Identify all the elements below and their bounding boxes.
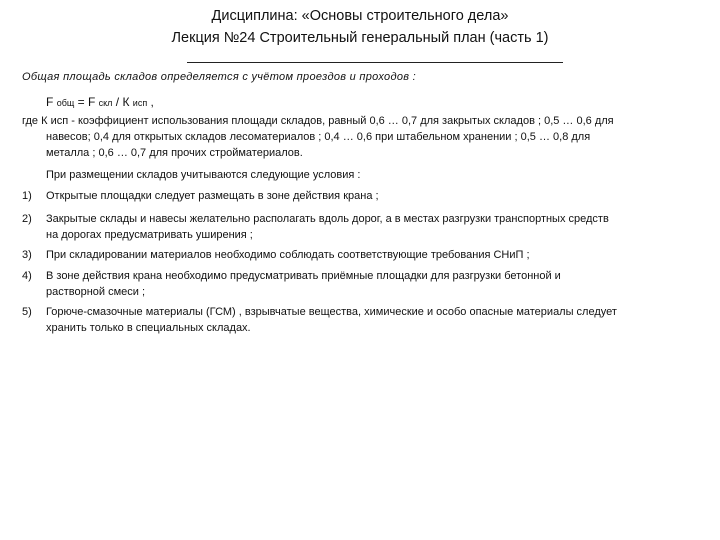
formula-equals: = [77, 95, 88, 109]
condition-number: 3) [22, 249, 32, 261]
discipline-title: Дисциплина: «Основы строительного дела» [211, 8, 509, 24]
condition-line: Открытые площадки следует размещать в зоне действия крана ; [46, 190, 379, 202]
condition-text [46, 268, 561, 300]
condition-line: При складировании материалов необходимо соблюдать соответствующие требования СНиП ; [46, 249, 530, 261]
condition-number: 2) [22, 213, 32, 225]
condition-number: 1) [22, 190, 32, 202]
formula-f-storage-subscript: скл [98, 98, 113, 108]
coefficient-definition [22, 113, 712, 161]
formula-f-total-subscript: общ [56, 98, 75, 108]
condition-number: 4) [22, 270, 32, 282]
condition-line: Закрытые склады и навесы желательно располагать вдоль дорог, а в местах разгрузки транспортных средств [46, 213, 609, 225]
formula-f-total: F [46, 95, 54, 109]
formula-comma: , [150, 95, 154, 109]
area-formula [46, 94, 154, 111]
condition-line: хранить только в специальных складах. [46, 322, 251, 334]
intro-text: Общая площадь складов определяется с учётом проездов и проходов : [22, 71, 417, 83]
condition-line: на дорогах предусматривать уширения ; [46, 229, 253, 241]
condition-text [46, 188, 379, 204]
formula-k-subscript: исп [132, 98, 148, 108]
title-divider [187, 62, 563, 63]
condition-line: растворной смеси ; [46, 286, 146, 298]
formula-f-storage: F [87, 95, 96, 109]
condition-text [46, 304, 617, 336]
condition-line: Горюче-смазочные материалы (ГСМ) , взрывчатые вещества, химические и особо опасные материалы следует [46, 306, 617, 318]
formula-k: К [122, 95, 130, 109]
condition-number: 5) [22, 306, 32, 318]
conditions-intro: При размещении складов учитываются следующие условия : [46, 169, 361, 181]
definition-line-3: металла ; 0,6 … 0,7 для прочих стройматериалов. [46, 147, 303, 159]
condition-line: В зоне действия крана необходимо предусматривать приёмные площадки для разгрузки бетонной и [46, 270, 561, 282]
lecture-title: Лекция №24 Строительный генеральный план (часть 1) [171, 30, 549, 46]
definition-line-1: где К исп - коэффициент использования площади складов, равный 0,6 … 0,7 для закрытых складов ; 0,5 … 0,6 для [22, 115, 614, 127]
definition-line-2: навесов; 0,4 для открытых складов лесоматериалов ; 0,4 … 0,6 при штабельном хранении ; 0,5 … 0,8 для [46, 131, 591, 143]
condition-text [46, 211, 609, 243]
condition-text [46, 247, 530, 263]
formula-divide: / [115, 95, 123, 109]
